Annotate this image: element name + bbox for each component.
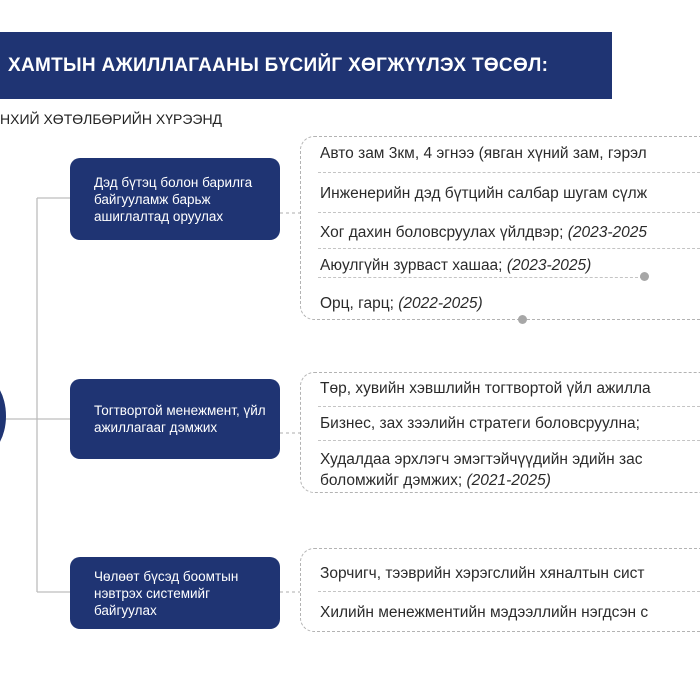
separator [318,212,700,213]
item-passenger-control: Зорчигч, тээврийн хэрэгслийн хяналтын сист [320,565,645,582]
separator [318,591,700,592]
category-border-system [70,557,280,629]
title-bar [0,32,612,99]
category-label: Тогтвортой менежмент, үйл ажиллагааг дэмжих [94,403,266,435]
item-business-strategy: Бизнес, зах зээлийн стратеги боловсруулна; [320,415,640,432]
item-women-traders-line1: Худалдаа эрхлэгч эмэгтэйчүүдийн эдийн зас [320,451,643,468]
separator [318,172,700,173]
item-women-traders-line2: боломжийг дэмжих; (2021-2025) [320,472,551,489]
category-infrastructure [70,158,280,240]
root-node [0,377,6,455]
item-border-info-system: Хилийн менежментийн мэдээллийн нэгдсэн с [320,604,649,621]
separator [318,248,700,249]
item-partnership: Төр, хувийн хэвшлийн тогтвортой үйл ажилла [320,380,651,397]
item-recycling: Хог дахин боловсруулах үйлдвэр; (2023-2025 [320,224,647,241]
category-label: Дэд бүтэц болон барилга байгууламж барьж ашиглалтад оруулах [94,174,253,224]
item-entrance: Орц, гарц; (2022-2025) [320,295,483,312]
separator-dot [518,315,527,324]
item-fence: Аюулгүйн зурваст хашаа; (2023-2025) [320,257,592,274]
page-subtitle: НХИЙ ХӨТӨЛБӨРИЙН ХҮРЭЭНД [0,111,223,127]
separator [318,406,700,407]
category-label: Чөлөөт бүсэд боомтын нэвтрэх системийг байгуулах [94,568,239,618]
separator-dot [640,272,649,281]
page-title: ХАМТЫН АЖИЛЛАГААНЫ БҮСИЙГ ХӨГЖҮҮЛЭХ ТӨСӨЛ: [8,55,549,76]
separator [318,440,700,441]
item-road: Авто зам 3км, 4 эгнээ (явган хүний зам, гэрэл [320,145,647,162]
category-management [70,379,280,459]
separator [318,277,643,278]
item-engineering: Инженерийн дэд бүтцийн салбар шугам сүлж [320,185,648,202]
